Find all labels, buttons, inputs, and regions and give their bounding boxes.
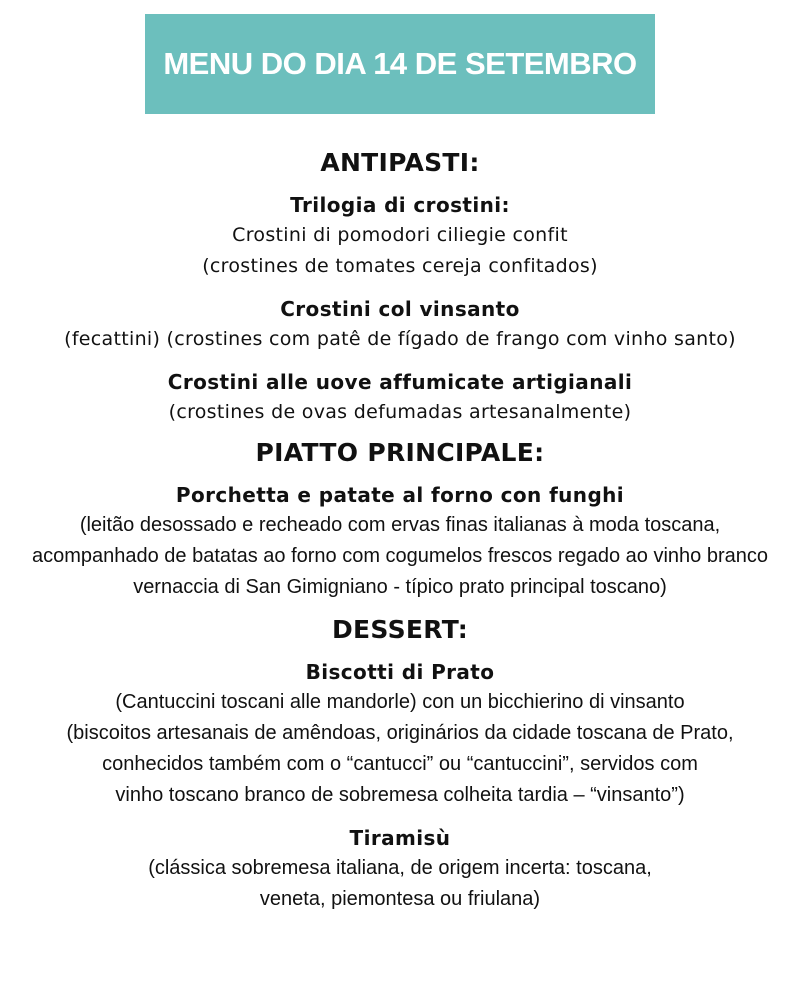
- menu-item-porchetta: [0, 480, 800, 603]
- menu-item-biscotti: [0, 657, 800, 811]
- item-description-line: veneta, piemontesa ou friulana): [259, 888, 541, 910]
- menu-content: [0, 146, 800, 927]
- item-description-line: (clássica sobremesa italiana, de origem incerta: toscana,: [148, 857, 652, 879]
- section-antipasti: [0, 146, 800, 428]
- section-heading-dessert: DESSERT:: [331, 615, 468, 644]
- item-name: Crostini col vinsanto: [280, 297, 520, 321]
- item-name: Crostini alle uove affumicate artigianali: [167, 370, 633, 394]
- menu-item-crostini-vinsanto: [0, 294, 800, 355]
- item-description-line: (crostines de tomates cereja confitados): [202, 255, 598, 277]
- item-name: Biscotti di Prato: [305, 660, 495, 684]
- item-description-line: vinho toscano branco de sobremesa colheita tardia – “vinsanto”): [115, 784, 685, 806]
- item-description-line: conhecidos também com o “cantucci” ou “cantuccini”, servidos com: [102, 753, 698, 775]
- menu-item-crostini-uove: [0, 367, 800, 428]
- menu-title-banner: [145, 14, 655, 114]
- item-description-line: Crostini di pomodori ciliegie confit: [232, 224, 568, 246]
- section-piatto-principale: [0, 436, 800, 603]
- item-description-line: (Cantuccini toscani alle mandorle) con un bicchierino di vinsanto: [115, 691, 685, 713]
- item-description-line: (crostines de ovas defumadas artesanalmente): [168, 401, 632, 423]
- item-name: Porchetta e patate al forno con funghi: [175, 483, 625, 507]
- item-description-line: (leitão desossado e recheado com ervas finas italianas à moda toscana,: [79, 514, 721, 536]
- item-description-line: acompanhado de batatas ao forno com cogumelos frescos regado ao vinho branco: [31, 545, 769, 567]
- item-description-line: (biscoitos artesanais de amêndoas, originários da cidade toscana de Prato,: [66, 722, 734, 744]
- menu-item-trilogia: [0, 190, 800, 282]
- item-name: Trilogia di crostini:: [290, 193, 510, 217]
- menu-title: MENU DO DIA 14 DE SETEMBRO: [163, 46, 637, 81]
- item-name: Tiramisù: [349, 826, 451, 850]
- section-heading-antipasti: ANTIPASTI:: [320, 148, 480, 177]
- item-description-line: (fecattini) (crostines com patê de fígado de frango com vinho santo): [64, 328, 736, 350]
- section-heading-piatto-principale: PIATTO PRINCIPALE:: [255, 438, 545, 467]
- section-dessert: [0, 613, 800, 915]
- item-description-line: vernaccia di San Gimigniano - típico prato principal toscano): [133, 576, 667, 598]
- menu-item-tiramisu: [0, 823, 800, 915]
